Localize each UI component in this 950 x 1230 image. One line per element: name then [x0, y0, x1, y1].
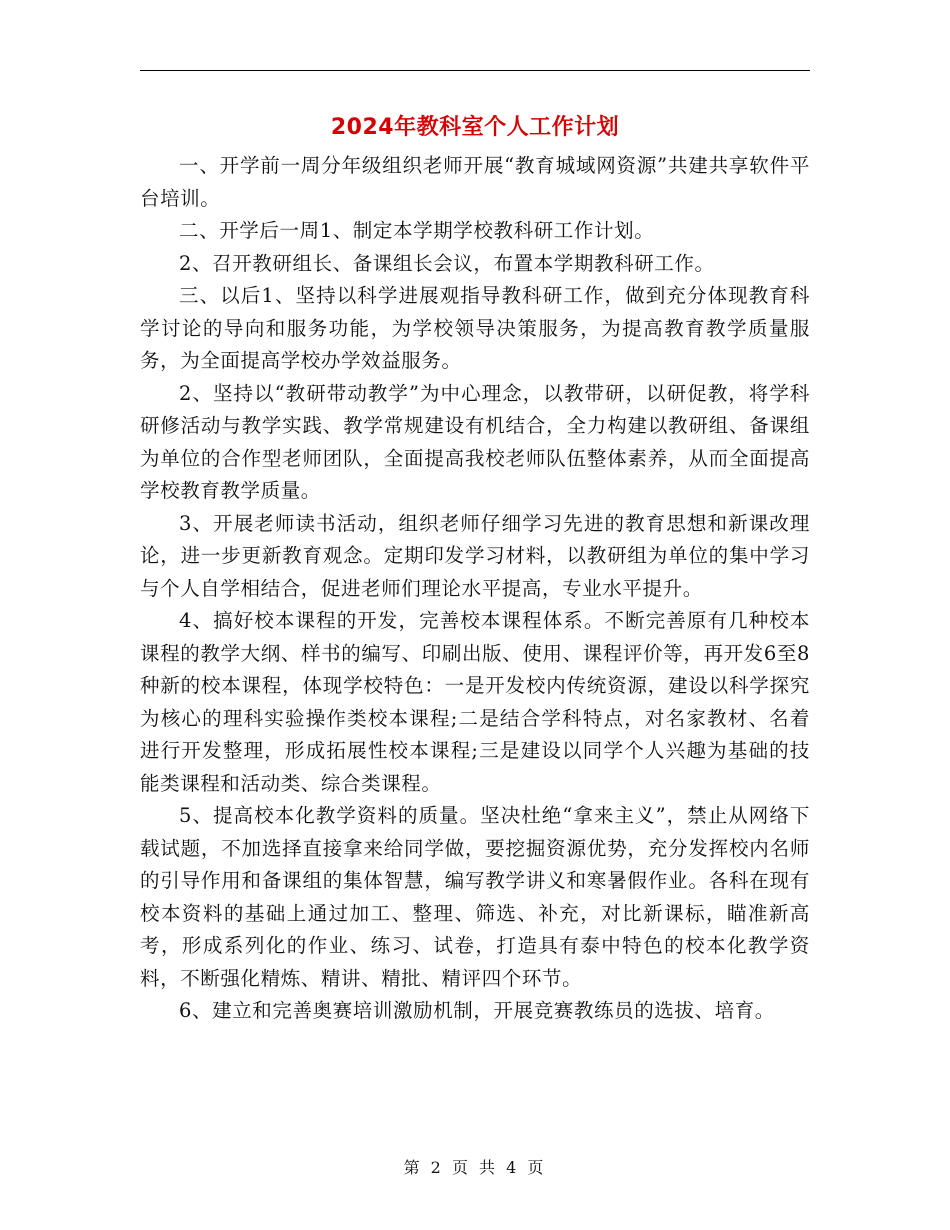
header-rule	[140, 70, 810, 71]
paragraph: 2、坚持以“教研带动教学”为中心理念，以教带研，以研促教，将学科研修活动与教学实践、教学常规建设有机结合，全力构建以教研组、备课组为单位的合作型老师团队，全面提高我校老师队伍整体素养，从而全面提高学校教育教学质量。	[140, 381, 810, 502]
paragraph: 4、搞好校本课程的开发，完善校本课程体系。不断完善原有几种校本课程的教学大纲、样书的编写、印刷出版、使用、课程评价等，再开发6至8种新的校本课程，体现学校特色：一是开发校内传统资源，建设以科学探究为核心的理科实验操作类校本课程;二是结合学科特点，对名家教材、名着进行开发整理，形成拓展性校本课程;三是建设以同学个人兴趣为基础的技能类课程和活动类、综合类课程。	[140, 609, 810, 795]
paragraph: 5、提高校本化教学资料的质量。坚决杜绝“拿来主义”，禁止从网络下载试题，不加选择直接拿来给同学做，要挖掘资源优势，充分发挥校内名师的引导作用和备课组的集体智慧，编写教学讲义和寒暑假作业。各科在现有校本资料的基础上通过加工、整理、筛选、补充，对比新课标，瞄准新高考，形成系列化的作业、练习、试卷，打造具有泰中特色的校本化教学资料，不断强化精炼、精讲、精批、精评四个环节。	[140, 804, 810, 990]
paragraph: 6、建立和完善奥赛培训激励机制，开展竞赛教练员的选拔、培育。	[179, 999, 775, 1022]
paragraph: 二、开学后一周1、制定本学期学校教科研工作计划。	[179, 219, 655, 242]
document-body	[140, 150, 810, 1028]
paragraph: 一、开学前一周分年级组织老师开展“教育城域网资源”共建共享软件平台培训。	[140, 154, 810, 210]
page-footer: 第 2 页 共 4 页	[403, 1158, 547, 1177]
paragraph: 三、以后1、坚持以科学进展观指导教科研工作，做到充分体现教育科学讨论的导向和服务功能，为学校领导决策服务，为提高教育教学质量服务，为全面提高学校办学效益服务。	[140, 284, 810, 372]
paragraph: 2、召开教研组长、备课组长会议，布置本学期教科研工作。	[179, 251, 715, 275]
paragraph: 3、开展老师读书活动，组织老师仔细学习先进的教育思想和新课改理论，进一步更新教育观念。定期印发学习材料，以教研组为单位的集中学习与个人自学相结合，促进老师们理论水平提高，专业水平提升。	[140, 511, 810, 600]
document-title: 2024年教科室个人工作计划	[330, 115, 620, 140]
